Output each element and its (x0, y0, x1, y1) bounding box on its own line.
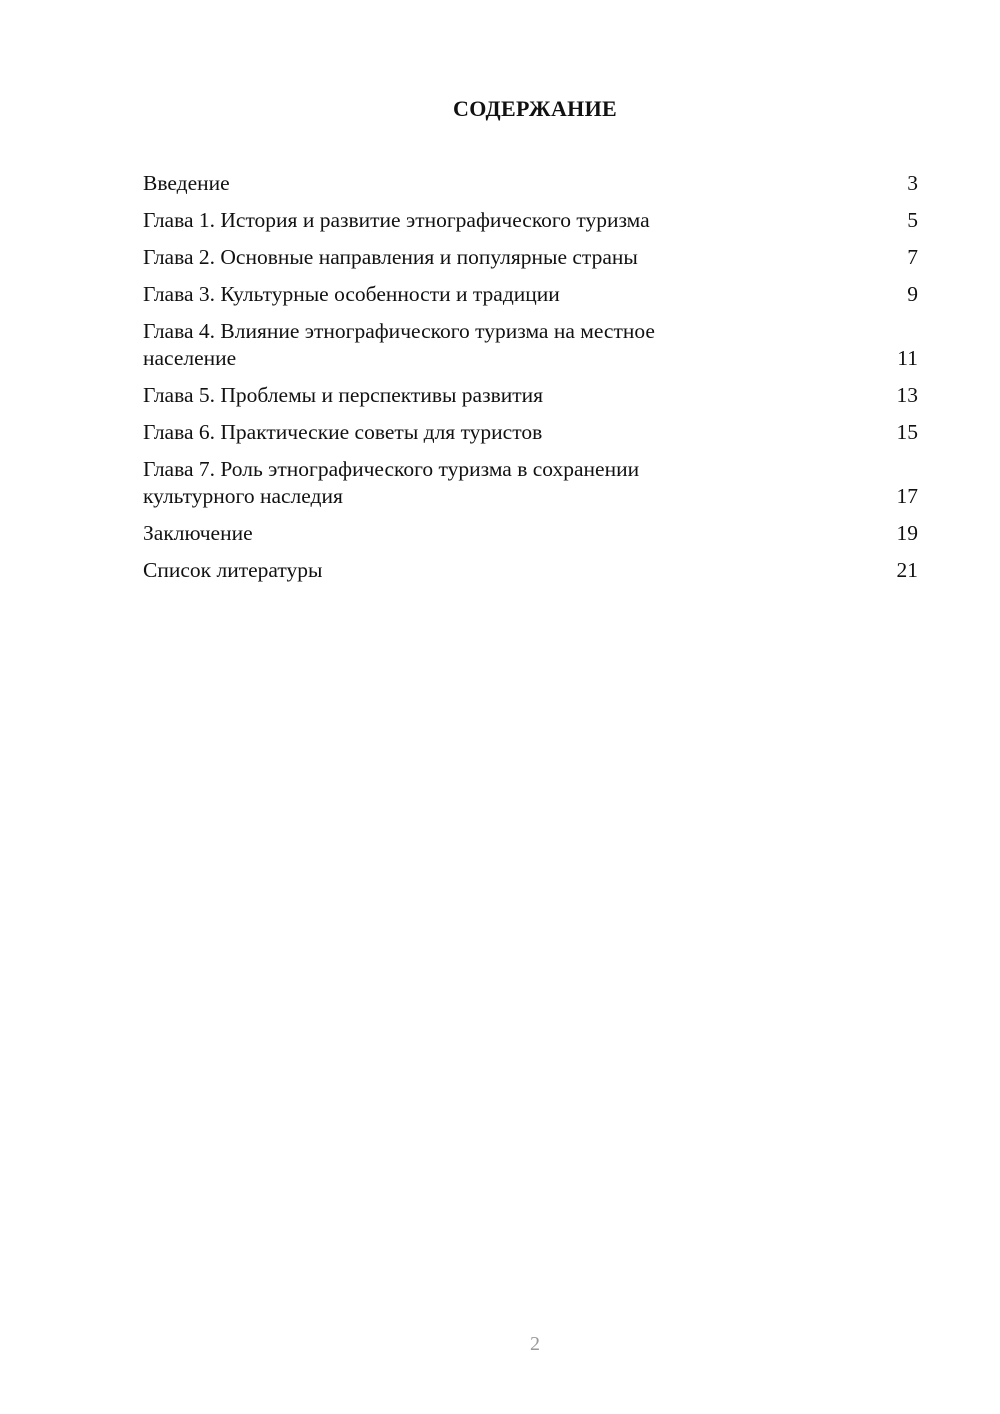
toc-entry-title: Глава 1. История и развитие этнографического туризма (143, 208, 650, 232)
toc-entry-chapter-1 (143, 207, 918, 234)
toc-entry-page: 19 (896, 521, 918, 545)
toc-entry-page: 3 (907, 171, 918, 195)
toc-entry-title: Глава 4. Влияние этнографического туризма на местное население (143, 319, 655, 370)
page-title: СОДЕРЖАНИЕ (453, 96, 617, 121)
toc-entry-page: 7 (907, 245, 918, 269)
toc-entry-title: Глава 5. Проблемы и перспективы развития (143, 383, 544, 407)
toc-entry-page: 17 (896, 484, 918, 508)
page-number: 2 (530, 1333, 540, 1355)
toc-entry-chapter-4 (143, 318, 918, 372)
table-of-contents (143, 170, 918, 594)
toc-entry-page: 13 (896, 383, 918, 407)
toc-entry-title: Заключение (143, 521, 253, 545)
toc-entry-title: Глава 3. Культурные особенности и традиции (143, 282, 560, 306)
toc-entry-chapter-6 (143, 419, 918, 446)
toc-entry-title: Введение (143, 171, 230, 195)
toc-entry-title: Глава 7. Роль этнографического туризма в сохранении культурного наследия (143, 457, 640, 508)
toc-entry-conclusion (143, 520, 918, 547)
toc-entry-introduction (143, 170, 918, 197)
toc-entry-title: Список литературы (143, 558, 323, 582)
toc-entry-title: Глава 2. Основные направления и популярные страны (143, 245, 638, 269)
toc-entry-title: Глава 6. Практические советы для туристов (143, 420, 543, 444)
toc-entry-page: 15 (896, 420, 918, 444)
toc-entry-page: 11 (897, 346, 918, 370)
toc-entry-page: 21 (896, 558, 918, 582)
toc-entry-references (143, 557, 918, 584)
toc-entry-chapter-3 (143, 281, 918, 308)
toc-entry-chapter-7 (143, 456, 918, 510)
toc-entry-page: 9 (907, 282, 918, 306)
toc-entry-page: 5 (907, 208, 918, 232)
toc-entry-chapter-5 (143, 382, 918, 409)
toc-entry-chapter-2 (143, 244, 918, 271)
